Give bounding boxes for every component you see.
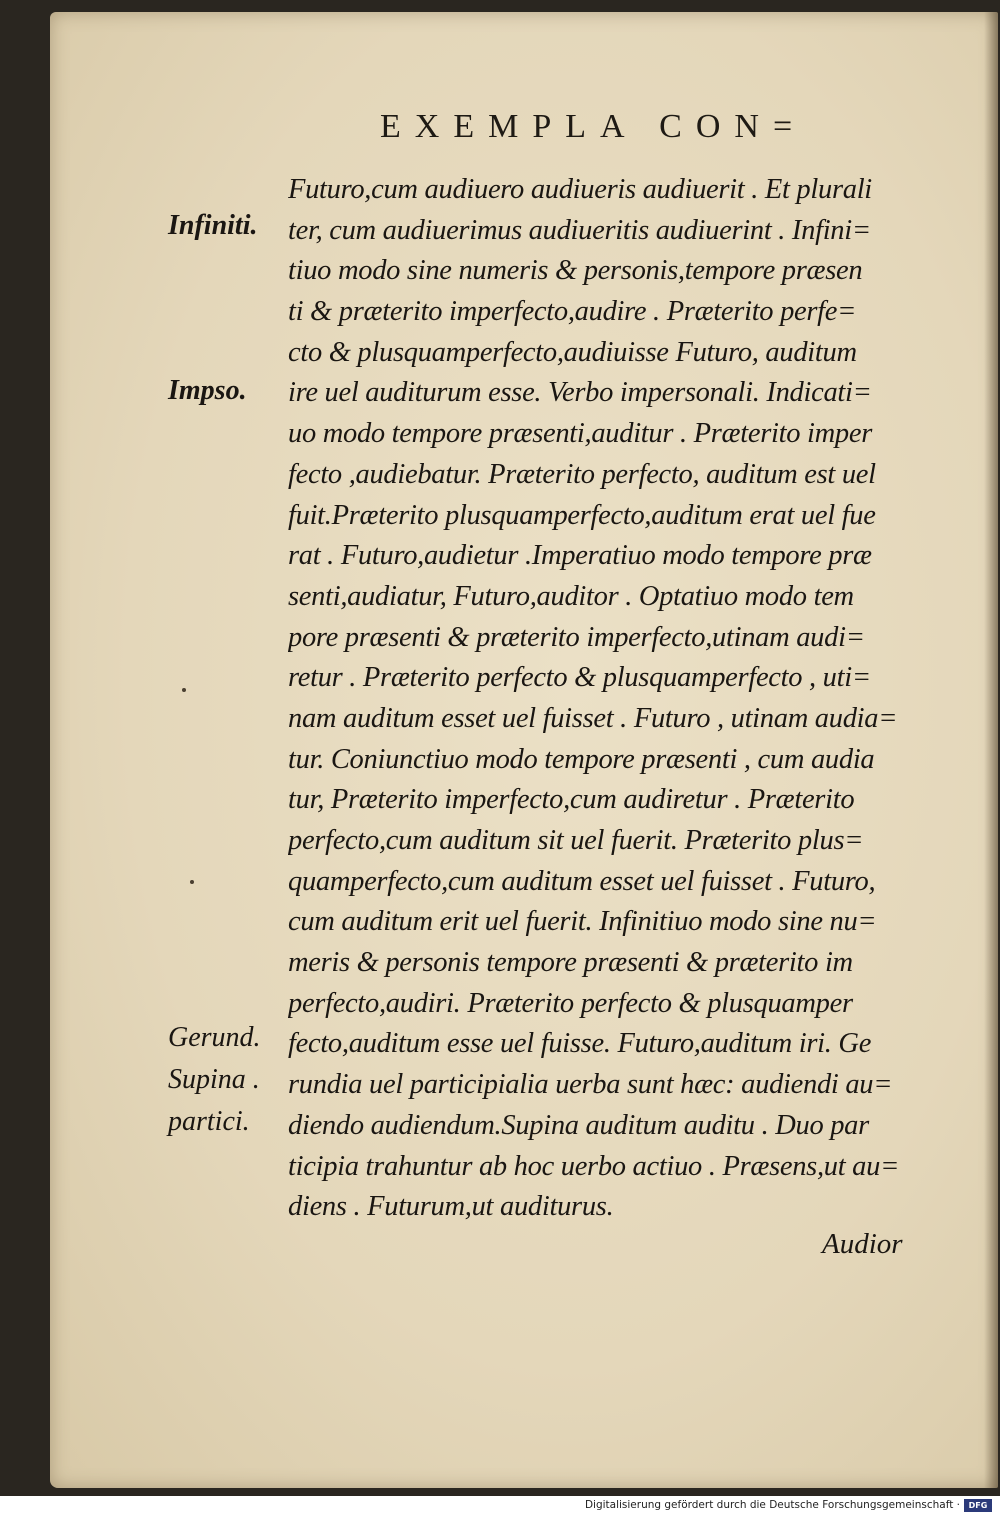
margin-note-impso: Impso.: [168, 375, 247, 406]
margin-note-infiniti: Infiniti.: [168, 210, 258, 241]
ink-speck: [190, 880, 194, 884]
text-line: tur, Præterito imperfecto,cum audiretur . Præterito: [288, 784, 855, 816]
text-line: uo modo tempore præsenti,auditur . Præterito imper: [288, 418, 873, 450]
text-line: ti & præterito imperfecto,audire . Præterito perfe=: [288, 296, 857, 328]
footer-bar: [0, 1496, 1000, 1516]
text-line: Futuro,cum audiuero audiueris audiuerit . Et plurali: [288, 174, 872, 205]
text-line: perfecto,audiri. Præterito perfecto & plusquamper: [288, 987, 853, 1019]
text-line: retur . Præterito perfecto & plusquamperfecto , uti=: [288, 662, 871, 694]
text-line: rat . Futuro,audietur .Imperatiuo modo tempore præ: [288, 540, 872, 572]
body-text: [288, 170, 938, 1228]
text-line: quamperfecto,cum auditum esset uel fuisset . Futuro,: [288, 865, 876, 897]
text-line: diens . Futurum,ut auditurus.: [288, 1191, 614, 1223]
text-line: tiuo modo sine numeris & personis,tempore præsen: [288, 255, 863, 287]
text-line: perfecto,cum auditum sit uel fuerit. Præterito plus=: [288, 825, 864, 856]
margin-note-partici: partici.: [168, 1106, 250, 1137]
ink-speck: [182, 688, 186, 692]
catchword: Audior: [822, 1228, 903, 1260]
text-line: rundia uel participialia uerba sunt hæc: audiendi au=: [288, 1069, 893, 1101]
running-head: EXEMPLA CON=: [380, 108, 807, 145]
text-line: pore præsenti & præterito imperfecto,utinam audi=: [288, 621, 865, 653]
text-line: meris & personis tempore præsenti & præterito im: [288, 947, 853, 979]
text-line: senti,audiatur, Futuro,auditor . Optatiuo modo tem: [288, 580, 854, 612]
text-line: tur. Coniunctiuo modo tempore præsenti , cum audia: [288, 743, 875, 775]
text-line: cum auditum erit uel fuerit. Infinitiuo modo sine nu=: [288, 906, 877, 938]
text-line: fecto ,audiebatur. Præterito perfecto, auditum est uel: [288, 458, 876, 490]
text-line: fuit.Præterito plusquamperfecto,auditum erat uel fue: [288, 499, 876, 531]
text-line: ter, cum audiuerimus audiueritis audiuerint . Infini=: [288, 214, 871, 246]
text-line: ire uel auditurum esse. Verbo impersonali. Indicati=: [288, 377, 872, 409]
dfg-logo-icon: DFG: [964, 1499, 992, 1512]
margin-note-gerund: Gerund.: [168, 1022, 261, 1053]
footer-credit: Digitalisierung gefördert durch die Deutsche Forschungsgemeinschaft ·: [584, 1499, 960, 1511]
text-line: fecto,auditum esse uel fuisse. Futuro,auditum iri. Ge: [288, 1028, 872, 1060]
text-line: cto & plusquamperfecto,audiuisse Futuro, auditum: [288, 336, 857, 368]
text-line: ticipia trahuntur ab hoc uerbo actiuo . Præsens,ut au=: [288, 1150, 900, 1182]
margin-note-supina: Supina .: [168, 1064, 260, 1095]
text-line: nam auditum esset uel fuisset . Futuro , utinam audia=: [288, 702, 898, 734]
text-line: diendo audiendum.Supina auditum auditu . Duo par: [288, 1109, 869, 1141]
